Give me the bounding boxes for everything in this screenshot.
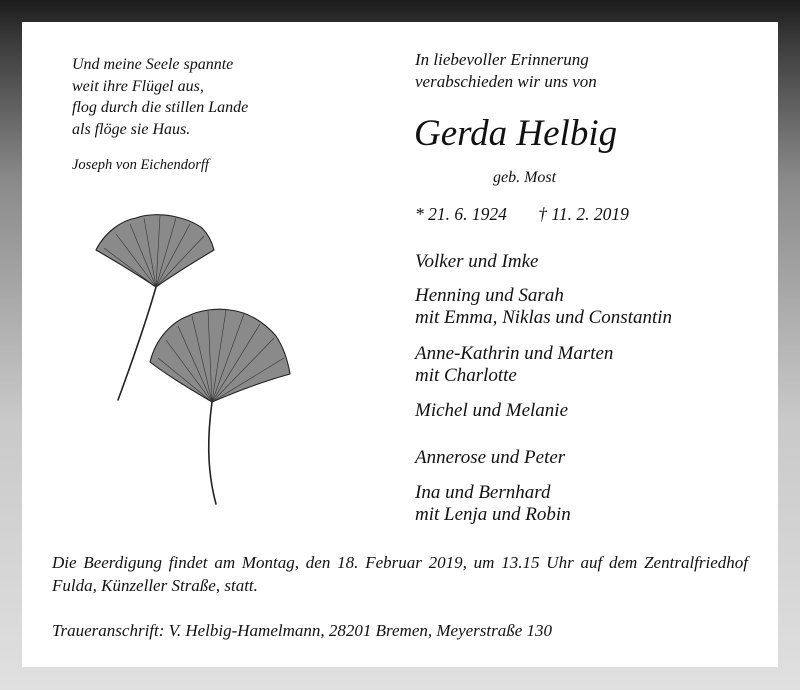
mourning-address: Traueranschrift: V. Helbig-Hamelmann, 28201 Bremen, Meyerstraße 130 (52, 621, 553, 640)
death-date: † 11. 2. 2019 (538, 204, 629, 224)
intro-text (415, 49, 597, 93)
mourner-line: mit Charlotte (415, 365, 517, 386)
mourner-line: mit Emma, Niklas und Constantin (415, 307, 673, 328)
poem-author: Joseph von Eichendorff (72, 157, 209, 173)
mourner-group (415, 343, 613, 387)
mourner-line: Annerose und Peter (415, 447, 566, 468)
ginkgo-leaves-icon (84, 212, 294, 512)
poem-line: als flöge sie Haus. (72, 120, 191, 138)
mourner-group (415, 447, 565, 469)
poem-line: weit ihre Flügel aus, (72, 77, 204, 95)
intro-line: In liebevoller Erinnerung (415, 50, 589, 69)
mourner-line: mit Lenja und Robin (415, 504, 571, 525)
birth-date: * 21. 6. 1924 (415, 204, 507, 224)
mourner-line: Volker und Imke (415, 251, 539, 272)
intro-line: verabschieden wir uns von (415, 72, 597, 91)
poem-line: Und meine Seele spannte (72, 56, 234, 73)
poem (72, 54, 248, 140)
mourner-group (415, 251, 538, 273)
mourner-group (415, 400, 568, 422)
mourner-line: Henning und Sarah (415, 285, 564, 306)
mourner-line: Michel und Melanie (415, 400, 569, 421)
deceased-name: Gerda Helbig (414, 113, 618, 154)
obituary-card (22, 22, 778, 667)
mourner-line: Ina und Bernhard (415, 482, 551, 503)
funeral-notice: Die Beerdigung findet am Montag, den 18. Februar 2019, um 13.15 Uhr auf dem Zentralfriedhof Fulda, Künzeller Straße, statt. (52, 553, 748, 595)
mourner-group (415, 482, 571, 526)
life-dates (415, 204, 629, 225)
mourner-line: Anne-Kathrin und Marten (415, 343, 614, 364)
birth-name: geb. Most (493, 169, 557, 186)
poem-line: flog durch die stillen Lande (72, 99, 249, 116)
mourner-group (415, 285, 672, 329)
